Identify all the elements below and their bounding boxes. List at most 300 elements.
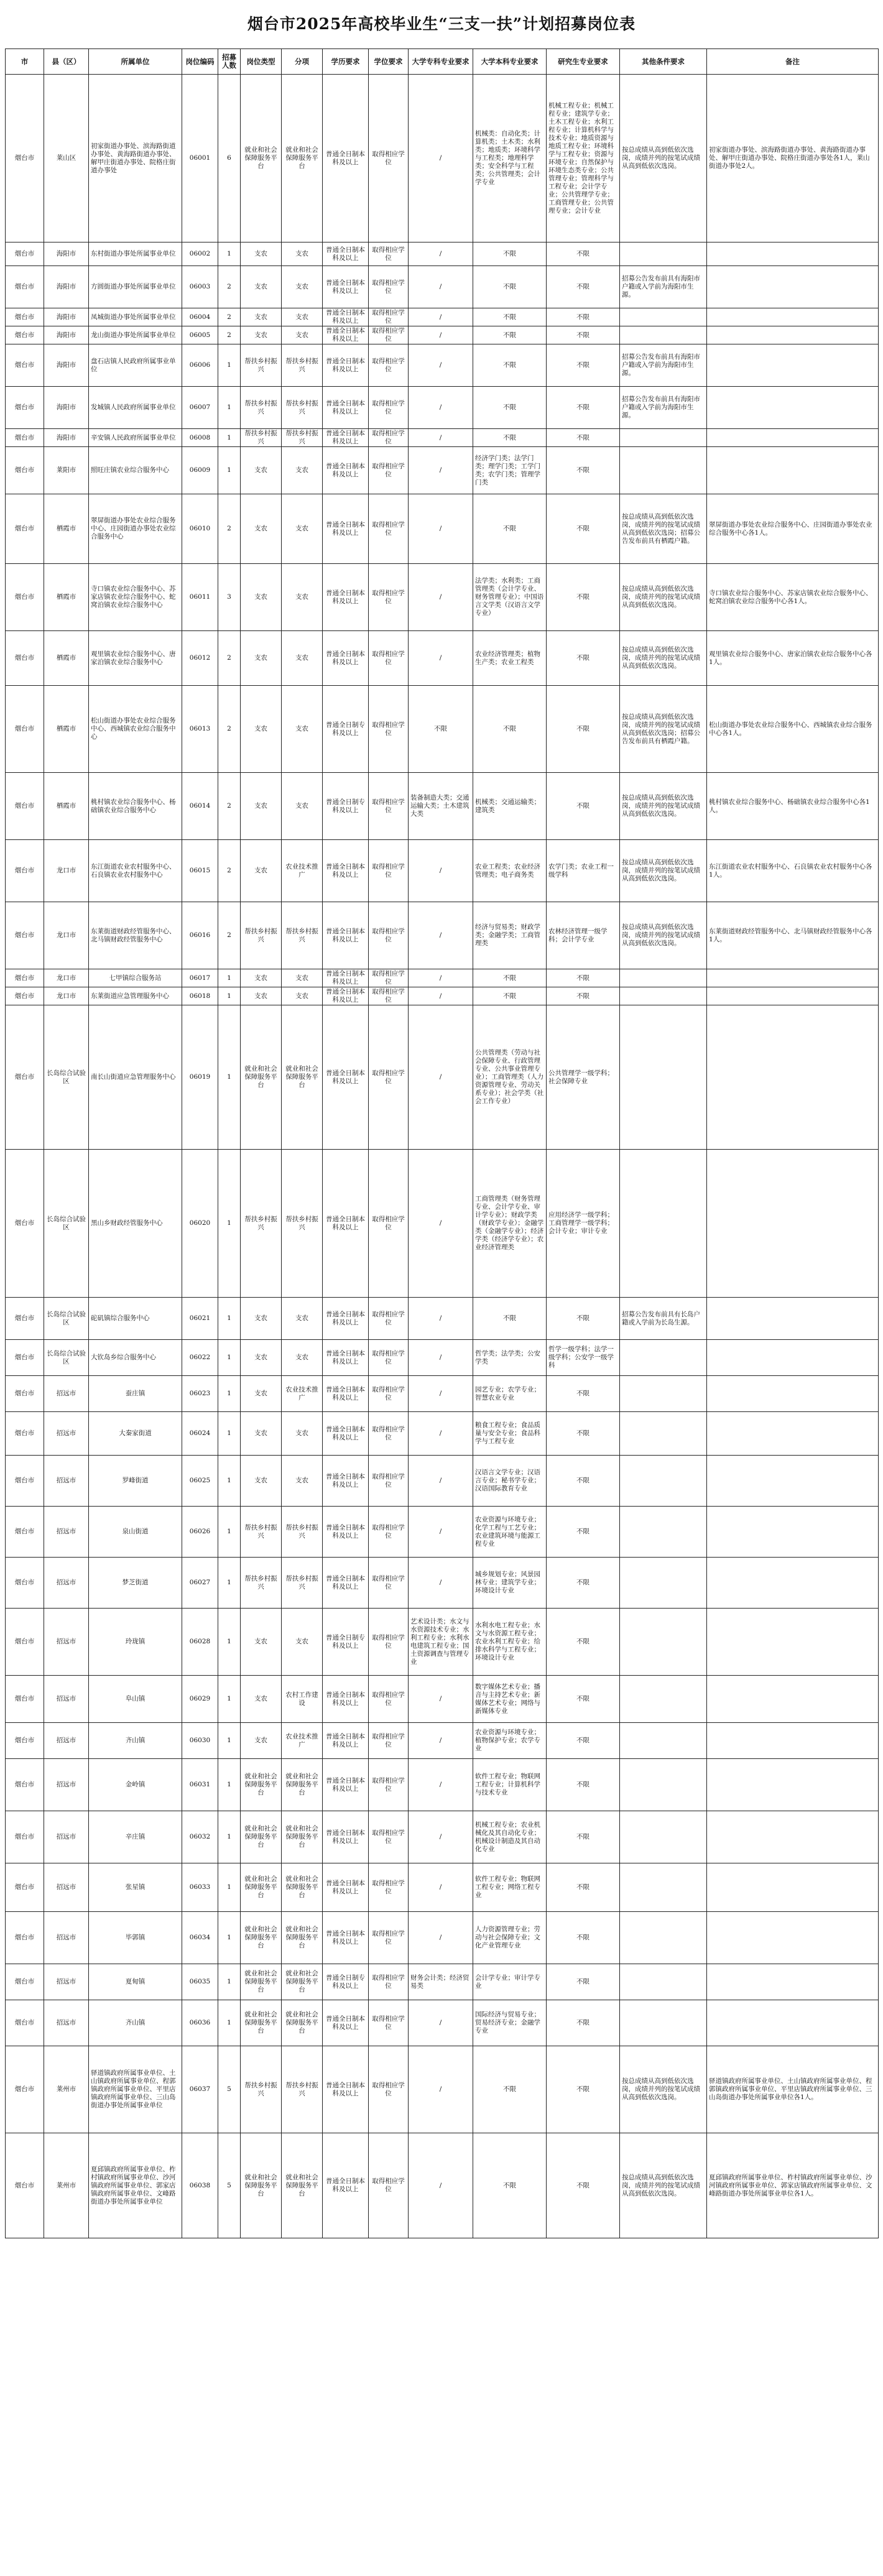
- cell-county: 招远市: [44, 1863, 89, 1912]
- cell-sub-item: 支农: [282, 1298, 323, 1340]
- cell-post-type: 支农: [241, 969, 282, 987]
- cell-degree: 取得相应学位: [369, 2133, 409, 2238]
- cell-post-code: 06026: [182, 1507, 218, 1558]
- cell-graduate-major: 不限: [547, 1507, 620, 1558]
- cell-county: 海阳市: [44, 387, 89, 429]
- cell-education: 普通全日制本科及以上: [323, 969, 369, 987]
- cell-other-requirements: 招募公告发布前具有长岛户籍或入学前为长岛生源。: [620, 1298, 707, 1340]
- cell-unit: 东江街道农业农村服务中心、石良镇农业农村服务中心: [89, 840, 182, 902]
- cell-bachelor-major: 经济与贸易类；财政学类；金融学类；工商管理类: [473, 902, 547, 969]
- cell-graduate-major: 不限: [547, 1912, 620, 1964]
- cell-post-type: 帮扶乡村振兴: [241, 2046, 282, 2133]
- cell-unit: 齐山镇: [89, 2000, 182, 2046]
- cell-sub-item: 帮扶乡村振兴: [282, 429, 323, 447]
- table-row: [6, 1811, 879, 1863]
- cell-headcount: 1: [218, 1863, 241, 1912]
- cell-post-code: 06022: [182, 1340, 218, 1376]
- cell-headcount: 1: [218, 1964, 241, 2000]
- cell-city: 烟台市: [6, 1759, 44, 1811]
- cell-headcount: 1: [218, 1912, 241, 1964]
- cell-bachelor-major: 汉语言文学专业；汉语言专业；秘书学专业；汉语国际教育专业: [473, 1456, 547, 1507]
- cell-graduate-major: 应用经济学一级学科；工商管理学一级学科；会计专业；审计专业: [547, 1150, 620, 1298]
- cell-county: 长岛综合试验区: [44, 1340, 89, 1376]
- cell-other-requirements: [620, 1340, 707, 1376]
- cell-city: 烟台市: [6, 773, 44, 840]
- cell-sub-item: 帮扶乡村振兴: [282, 2046, 323, 2133]
- cell-headcount: 1: [218, 1376, 241, 1412]
- cell-education: 普通全日制本科及以上: [323, 1340, 369, 1376]
- cell-headcount: 1: [218, 447, 241, 494]
- cell-education: 普通全日制本科及以上: [323, 266, 369, 308]
- cell-bachelor-major: 农业资源与环境专业；植物保护专业；农学专业: [473, 1723, 547, 1759]
- cell-education: 普通全日制本科及以上: [323, 564, 369, 631]
- cell-bachelor-major: 农业资源与环境专业；化学工程与工艺专业；农业建筑环境与能源工程专业: [473, 1507, 547, 1558]
- cell-bachelor-major: 法学类；水利类；工商管理类（会计学专业、财务管理专业）；中国语言文学类（汉语言文学专业）: [473, 564, 547, 631]
- cell-college-major: /: [409, 2133, 473, 2238]
- cell-city: 烟台市: [6, 447, 44, 494]
- cell-other-requirements: [620, 326, 707, 344]
- cell-county: 招远市: [44, 1964, 89, 2000]
- cell-post-type: 支农: [241, 1456, 282, 1507]
- cell-sub-item: 农业技术推广: [282, 1376, 323, 1412]
- cell-graduate-major: 不限: [547, 1609, 620, 1676]
- cell-unit: 泉山街道: [89, 1507, 182, 1558]
- cell-county: 招远市: [44, 1723, 89, 1759]
- cell-graduate-major: 不限: [547, 266, 620, 308]
- cell-college-major: /: [409, 1340, 473, 1376]
- table-row: [6, 1005, 879, 1150]
- cell-city: 烟台市: [6, 2000, 44, 2046]
- cell-degree: 取得相应学位: [369, 494, 409, 564]
- cell-graduate-major: 不限: [547, 242, 620, 266]
- table-row: [6, 1558, 879, 1609]
- cell-education: 普通全日制本科及以上: [323, 1863, 369, 1912]
- table-row: [6, 987, 879, 1005]
- cell-education: 普通全日制本科及以上: [323, 1759, 369, 1811]
- cell-degree: 取得相应学位: [369, 75, 409, 242]
- cell-post-type: 支农: [241, 266, 282, 308]
- cell-headcount: 1: [218, 1298, 241, 1340]
- cell-unit: 玲珑镇: [89, 1609, 182, 1676]
- cell-unit: 夏邱镇政府所属事业单位、柞村镇政府所属事业单位、沙河镇政府所属事业单位、郭家店镇政府所属事业单位、文峰路街道办事处所属事业单位: [89, 2133, 182, 2238]
- cell-unit: 蚕庄镇: [89, 1376, 182, 1412]
- table-row: [6, 564, 879, 631]
- cell-post-code: 06011: [182, 564, 218, 631]
- cell-bachelor-major: 农业经济管理类；植物生产类；农业工程类: [473, 631, 547, 686]
- cell-sub-item: 支农: [282, 1412, 323, 1456]
- cell-college-major: /: [409, 840, 473, 902]
- cell-post-type: 就业和社会保障服务平台: [241, 1863, 282, 1912]
- cell-remarks: [707, 969, 879, 987]
- cell-headcount: 3: [218, 564, 241, 631]
- cell-county: 招远市: [44, 1558, 89, 1609]
- cell-college-major: /: [409, 1759, 473, 1811]
- header-post-type: 岗位类型: [241, 49, 282, 75]
- table-row: [6, 494, 879, 564]
- cell-unit: 龙山街道办事处所属事业单位: [89, 326, 182, 344]
- cell-post-type: 就业和社会保障服务平台: [241, 1964, 282, 2000]
- cell-post-code: 06008: [182, 429, 218, 447]
- cell-headcount: 1: [218, 1005, 241, 1150]
- cell-education: 普通全日制本科及以上: [323, 1376, 369, 1412]
- cell-headcount: 1: [218, 429, 241, 447]
- cell-headcount: 2: [218, 686, 241, 773]
- cell-headcount: 1: [218, 1811, 241, 1863]
- cell-county: 招远市: [44, 1759, 89, 1811]
- cell-remarks: 东莱街道财政经管服务中心、北马镇财政经管服务中心各1人。: [707, 902, 879, 969]
- cell-sub-item: 就业和社会保障服务平台: [282, 2133, 323, 2238]
- cell-unit: 东莱街道财政经管服务中心、北马镇财政经管服务中心: [89, 902, 182, 969]
- cell-college-major: /: [409, 1412, 473, 1456]
- cell-unit: 阜山镇: [89, 1676, 182, 1723]
- cell-post-type: 帮扶乡村振兴: [241, 1150, 282, 1298]
- cell-graduate-major: 不限: [547, 1964, 620, 2000]
- cell-remarks: 初家街道办事处、滨海路街道办事处、黄海路街道办事处、解甲庄街道办事处、院格庄街道办事处各1人，莱山街道办事处2人。: [707, 75, 879, 242]
- cell-education: 普通全日制本科及以上: [323, 1558, 369, 1609]
- cell-remarks: [707, 429, 879, 447]
- cell-sub-item: 帮扶乡村振兴: [282, 1507, 323, 1558]
- cell-headcount: 1: [218, 2000, 241, 2046]
- cell-headcount: 1: [218, 1507, 241, 1558]
- cell-bachelor-major: 不限: [473, 242, 547, 266]
- cell-college-major: /: [409, 494, 473, 564]
- cell-headcount: 1: [218, 1723, 241, 1759]
- table-row: [6, 631, 879, 686]
- cell-unit: 东莱街道应急管理服务中心: [89, 987, 182, 1005]
- cell-education: 普通全日制专科及以上: [323, 1964, 369, 2000]
- cell-sub-item: 就业和社会保障服务平台: [282, 1912, 323, 1964]
- cell-post-type: 就业和社会保障服务平台: [241, 2000, 282, 2046]
- cell-bachelor-major: 不限: [473, 987, 547, 1005]
- cell-headcount: 1: [218, 1609, 241, 1676]
- cell-post-type: 支农: [241, 308, 282, 326]
- cell-unit: 观里镇农业综合服务中心、唐家泊镇农业综合服务中心: [89, 631, 182, 686]
- cell-unit: 梦芝街道: [89, 1558, 182, 1609]
- cell-county: 长岛综合试验区: [44, 1005, 89, 1150]
- cell-college-major: /: [409, 447, 473, 494]
- cell-degree: 取得相应学位: [369, 1964, 409, 2000]
- cell-county: 海阳市: [44, 344, 89, 387]
- cell-post-type: 支农: [241, 494, 282, 564]
- table-row: [6, 1412, 879, 1456]
- cell-college-major: /: [409, 902, 473, 969]
- cell-education: 普通全日制本科及以上: [323, 2000, 369, 2046]
- cell-headcount: 5: [218, 2133, 241, 2238]
- cell-education: 普通全日制本科及以上: [323, 387, 369, 429]
- cell-bachelor-major: 工商管理类（财务管理专业、会计学专业、审计学专业）；财政学类（财政学专业）；金融学类（金融学专业）；经济学类（经济学专业）；农业经济管理类: [473, 1150, 547, 1298]
- table-row: [6, 75, 879, 242]
- cell-other-requirements: [620, 2000, 707, 2046]
- cell-city: 烟台市: [6, 987, 44, 1005]
- cell-bachelor-major: 城乡规划专业；风景园林专业；建筑学专业；环境设计专业: [473, 1558, 547, 1609]
- cell-other-requirements: [620, 242, 707, 266]
- cell-bachelor-major: 园艺专业；农学专业；智慧农业专业: [473, 1376, 547, 1412]
- cell-graduate-major: 不限: [547, 387, 620, 429]
- table-row: [6, 1863, 879, 1912]
- cell-county: 莱州市: [44, 2046, 89, 2133]
- cell-education: 普通全日制本科及以上: [323, 631, 369, 686]
- cell-unit: 七甲镇综合服务站: [89, 969, 182, 987]
- cell-graduate-major: 不限: [547, 344, 620, 387]
- cell-bachelor-major: 不限: [473, 1298, 547, 1340]
- cell-bachelor-major: 水利水电工程专业；水文与水资源工程专业；农业水利工程专业；给排水科学与工程专业；环境设计专业: [473, 1609, 547, 1676]
- cell-headcount: 1: [218, 1676, 241, 1723]
- cell-degree: 取得相应学位: [369, 447, 409, 494]
- cell-remarks: [707, 1340, 879, 1376]
- cell-remarks: [707, 1863, 879, 1912]
- header-remarks: 备注: [707, 49, 879, 75]
- cell-headcount: 2: [218, 840, 241, 902]
- header-education: 学历要求: [323, 49, 369, 75]
- cell-county: 栖霞市: [44, 564, 89, 631]
- cell-city: 烟台市: [6, 1376, 44, 1412]
- cell-city: 烟台市: [6, 564, 44, 631]
- cell-education: 普通全日制本科及以上: [323, 447, 369, 494]
- header-other-requirements: 其他条件要求: [620, 49, 707, 75]
- cell-post-type: 帮扶乡村振兴: [241, 429, 282, 447]
- cell-remarks: 桃村镇农业综合服务中心、杨础镇农业综合服务中心各1人。: [707, 773, 879, 840]
- cell-education: 普通全日制本科及以上: [323, 1507, 369, 1558]
- cell-post-type: 帮扶乡村振兴: [241, 902, 282, 969]
- cell-post-code: 06001: [182, 75, 218, 242]
- cell-city: 烟台市: [6, 494, 44, 564]
- cell-graduate-major: 不限: [547, 1558, 620, 1609]
- cell-county: 招远市: [44, 1676, 89, 1723]
- cell-other-requirements: 按总成绩从高到低依次选岗，成绩并列的按笔试成绩从高到低依次选岗。: [620, 631, 707, 686]
- cell-degree: 取得相应学位: [369, 1005, 409, 1150]
- cell-city: 烟台市: [6, 631, 44, 686]
- table-row: [6, 1507, 879, 1558]
- cell-post-type: 支农: [241, 773, 282, 840]
- cell-sub-item: 支农: [282, 494, 323, 564]
- cell-post-code: 06006: [182, 344, 218, 387]
- cell-remarks: 翠屏街道办事处农业综合服务中心、庄园街道办事处农业综合服务中心各1人。: [707, 494, 879, 564]
- cell-post-type: 支农: [241, 1340, 282, 1376]
- cell-college-major: 艺术设计类；水文与水资源技术专业；水利工程专业；水利水电建筑工程专业；国土资源调查与管理专业: [409, 1609, 473, 1676]
- cell-education: 普通全日制本科及以上: [323, 494, 369, 564]
- cell-post-code: 06018: [182, 987, 218, 1005]
- cell-county: 海阳市: [44, 242, 89, 266]
- table-row: [6, 686, 879, 773]
- cell-college-major: /: [409, 1005, 473, 1150]
- cell-college-major: /: [409, 429, 473, 447]
- cell-remarks: 驿道镇政府所属事业单位、土山镇政府所属事业单位、程郭镇政府所属事业单位、平里店镇政府所属事业单位、三山岛街道办事处所属事业单位各1人。: [707, 2046, 879, 2133]
- cell-graduate-major: 不限: [547, 773, 620, 840]
- cell-education: 普通全日制本科及以上: [323, 987, 369, 1005]
- cell-post-type: 支农: [241, 1609, 282, 1676]
- cell-bachelor-major: 哲学类；法学类；公安学类: [473, 1340, 547, 1376]
- cell-graduate-major: 不限: [547, 1811, 620, 1863]
- cell-remarks: 东江街道农业农村服务中心、石良镇农业农村服务中心各1人。: [707, 840, 879, 902]
- cell-other-requirements: [620, 1964, 707, 2000]
- cell-college-major: /: [409, 326, 473, 344]
- cell-county: 海阳市: [44, 266, 89, 308]
- cell-remarks: [707, 1964, 879, 2000]
- cell-county: 招远市: [44, 2000, 89, 2046]
- cell-post-type: 支农: [241, 840, 282, 902]
- cell-city: 烟台市: [6, 75, 44, 242]
- cell-unit: 夏甸镇: [89, 1964, 182, 2000]
- cell-bachelor-major: 不限: [473, 494, 547, 564]
- cell-other-requirements: [620, 1507, 707, 1558]
- cell-headcount: 1: [218, 1412, 241, 1456]
- cell-education: 普通全日制本科及以上: [323, 1723, 369, 1759]
- cell-county: 龙口市: [44, 902, 89, 969]
- cell-graduate-major: 不限: [547, 686, 620, 773]
- cell-county: 海阳市: [44, 308, 89, 326]
- cell-education: 普通全日制本科及以上: [323, 1150, 369, 1298]
- table-row: [6, 1676, 879, 1723]
- cell-remarks: 观里镇农业综合服务中心、唐家泊镇农业综合服务中心各1人。: [707, 631, 879, 686]
- cell-bachelor-major: 不限: [473, 387, 547, 429]
- cell-bachelor-major: 不限: [473, 326, 547, 344]
- cell-other-requirements: 按总成绩从高到低依次选岗，成绩并列的按笔试成绩从高到低依次选岗。: [620, 2046, 707, 2133]
- cell-graduate-major: 不限: [547, 1676, 620, 1723]
- cell-other-requirements: [620, 308, 707, 326]
- cell-post-code: 06009: [182, 447, 218, 494]
- cell-city: 烟台市: [6, 326, 44, 344]
- cell-post-type: 帮扶乡村振兴: [241, 1558, 282, 1609]
- cell-graduate-major: 不限: [547, 308, 620, 326]
- cell-sub-item: 支农: [282, 631, 323, 686]
- cell-degree: 取得相应学位: [369, 1412, 409, 1456]
- cell-degree: 取得相应学位: [369, 631, 409, 686]
- cell-education: 普通全日制本科及以上: [323, 429, 369, 447]
- cell-other-requirements: [620, 1811, 707, 1863]
- cell-headcount: 2: [218, 494, 241, 564]
- cell-degree: 取得相应学位: [369, 2046, 409, 2133]
- cell-other-requirements: 招募公告发布前具有海阳市户籍或入学前为海阳市生源。: [620, 344, 707, 387]
- cell-post-type: 支农: [241, 564, 282, 631]
- cell-county: 海阳市: [44, 326, 89, 344]
- cell-unit: 初家街道办事处、滨海路街道办事处、黄海路街道办事处、解甲庄街道办事处、院格庄街道办事处: [89, 75, 182, 242]
- cell-bachelor-major: 国际经济与贸易专业；贸易经济专业；金融学专业: [473, 2000, 547, 2046]
- cell-sub-item: 就业和社会保障服务平台: [282, 1005, 323, 1150]
- cell-sub-item: 支农: [282, 1609, 323, 1676]
- table-row: [6, 1759, 879, 1811]
- cell-city: 烟台市: [6, 1964, 44, 2000]
- cell-degree: 取得相应学位: [369, 387, 409, 429]
- cell-sub-item: 支农: [282, 773, 323, 840]
- cell-education: 普通全日制本科及以上: [323, 1005, 369, 1150]
- cell-remarks: [707, 1811, 879, 1863]
- cell-county: 莱山区: [44, 75, 89, 242]
- cell-other-requirements: 招募公告发布前具有海阳市户籍或入学前为海阳市生源。: [620, 387, 707, 429]
- cell-sub-item: 支农: [282, 969, 323, 987]
- cell-sub-item: 帮扶乡村振兴: [282, 1558, 323, 1609]
- cell-county: 招远市: [44, 1376, 89, 1412]
- cell-post-type: 就业和社会保障服务平台: [241, 1912, 282, 1964]
- cell-college-major: /: [409, 242, 473, 266]
- cell-remarks: [707, 266, 879, 308]
- cell-sub-item: 帮扶乡村振兴: [282, 902, 323, 969]
- cell-post-type: 就业和社会保障服务平台: [241, 2133, 282, 2238]
- cell-college-major: /: [409, 1863, 473, 1912]
- document-title: 烟台市2025年高校毕业生“三支一扶”计划招募岗位表: [247, 15, 636, 33]
- table-row: [6, 773, 879, 840]
- cell-sub-item: 支农: [282, 242, 323, 266]
- cell-headcount: 1: [218, 969, 241, 987]
- cell-graduate-major: 不限: [547, 429, 620, 447]
- cell-remarks: [707, 1412, 879, 1456]
- cell-unit: 松山街道办事处农业综合服务中心、西城镇农业综合服务中心: [89, 686, 182, 773]
- cell-degree: 取得相应学位: [369, 1150, 409, 1298]
- cell-unit: 砣矶镇综合服务中心: [89, 1298, 182, 1340]
- cell-city: 烟台市: [6, 1723, 44, 1759]
- cell-graduate-major: 农林经济管理一级学科；会计学专业: [547, 902, 620, 969]
- cell-education: 普通全日制本科及以上: [323, 326, 369, 344]
- cell-county: 长岛综合试验区: [44, 1298, 89, 1340]
- cell-graduate-major: 不限: [547, 2046, 620, 2133]
- cell-other-requirements: [620, 969, 707, 987]
- cell-remarks: [707, 344, 879, 387]
- cell-graduate-major: 不限: [547, 447, 620, 494]
- cell-post-code: 06025: [182, 1456, 218, 1507]
- cell-post-code: 06002: [182, 242, 218, 266]
- cell-other-requirements: [620, 1456, 707, 1507]
- cell-post-code: 06029: [182, 1676, 218, 1723]
- cell-post-code: 06033: [182, 1863, 218, 1912]
- cell-degree: 取得相应学位: [369, 1811, 409, 1863]
- table-row: [6, 326, 879, 344]
- cell-other-requirements: [620, 1005, 707, 1150]
- cell-education: 普通全日制本科及以上: [323, 1412, 369, 1456]
- cell-city: 烟台市: [6, 1456, 44, 1507]
- cell-unit: 寺口镇农业综合服务中心、苏家店镇农业综合服务中心、蛇窝泊镇农业综合服务中心: [89, 564, 182, 631]
- cell-city: 烟台市: [6, 344, 44, 387]
- cell-unit: 齐山镇: [89, 1723, 182, 1759]
- cell-county: 海阳市: [44, 429, 89, 447]
- cell-post-code: 06016: [182, 902, 218, 969]
- cell-remarks: [707, 387, 879, 429]
- cell-sub-item: 支农: [282, 564, 323, 631]
- cell-post-type: 支农: [241, 686, 282, 773]
- cell-post-type: 支农: [241, 631, 282, 686]
- cell-post-code: 06035: [182, 1964, 218, 2000]
- cell-education: 普通全日制本科及以上: [323, 344, 369, 387]
- cell-remarks: [707, 1298, 879, 1340]
- cell-sub-item: 支农: [282, 686, 323, 773]
- cell-post-code: 06030: [182, 1723, 218, 1759]
- cell-county: 龙口市: [44, 987, 89, 1005]
- cell-bachelor-major: 不限: [473, 686, 547, 773]
- cell-county: 栖霞市: [44, 631, 89, 686]
- cell-education: 普通全日制专科及以上: [323, 773, 369, 840]
- cell-unit: 罗峰街道: [89, 1456, 182, 1507]
- cell-post-code: 06013: [182, 686, 218, 773]
- cell-city: 烟台市: [6, 242, 44, 266]
- cell-remarks: [707, 1456, 879, 1507]
- cell-post-code: 06023: [182, 1376, 218, 1412]
- cell-remarks: [707, 1376, 879, 1412]
- cell-bachelor-major: 不限: [473, 429, 547, 447]
- cell-graduate-major: 不限: [547, 1456, 620, 1507]
- cell-headcount: 1: [218, 1150, 241, 1298]
- cell-county: 长岛综合试验区: [44, 1150, 89, 1298]
- cell-unit: 桃村镇农业综合服务中心、杨础镇农业综合服务中心: [89, 773, 182, 840]
- cell-graduate-major: 不限: [547, 987, 620, 1005]
- cell-post-code: 06037: [182, 2046, 218, 2133]
- cell-post-type: 支农: [241, 447, 282, 494]
- cell-sub-item: 就业和社会保障服务平台: [282, 1964, 323, 2000]
- cell-remarks: [707, 1676, 879, 1723]
- cell-bachelor-major: 不限: [473, 969, 547, 987]
- table-row: [6, 1723, 879, 1759]
- cell-unit: 毕郭镇: [89, 1912, 182, 1964]
- cell-post-type: 就业和社会保障服务平台: [241, 75, 282, 242]
- cell-city: 烟台市: [6, 1340, 44, 1376]
- cell-other-requirements: [620, 1863, 707, 1912]
